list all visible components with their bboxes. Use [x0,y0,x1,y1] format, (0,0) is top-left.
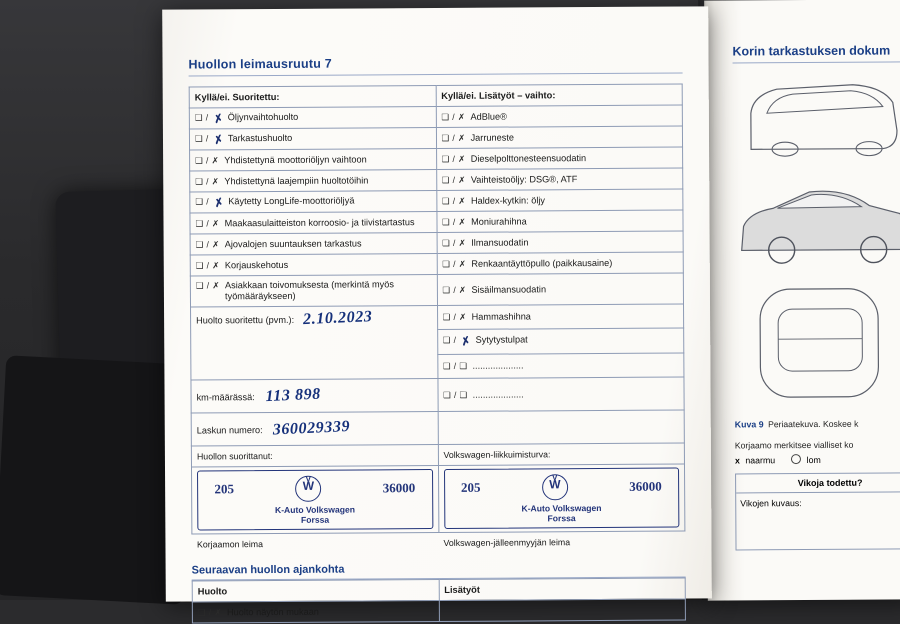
performed-label-3: Yhdistettynä laajempiin huoltotöihin [224,174,369,186]
table-header-row [189,84,682,108]
performed-label-5: Maakaasulaitteiston korroosio- ja tiivistartastus [224,216,415,228]
scratch-mark: x [734,454,740,465]
extra-item-3[interactable]: ❑ / ✗ Vaihteistoöljy: DSG®, ATF [436,168,683,191]
header-performed: Kyllä/ei. Suoritettu: [189,86,436,109]
invoice-field[interactable] [191,411,438,446]
extra-item-10[interactable]: ❑ / ✗ Sytytystulpat [437,328,684,354]
date-field[interactable] [191,305,438,380]
extra-label-10: Sytytystulpat [475,334,528,346]
car-diagram-side [733,175,900,273]
next-row-right[interactable] [439,599,686,622]
extra-item-2[interactable]: ❑ / ✗ Dieselpolttonesteensuodatin [436,147,683,170]
vw-logo-icon [295,475,321,501]
extra-item-9[interactable]: ❑ / ✗ Hammashihna [437,304,684,330]
extra-label-6: Ilmansuodatin [471,236,529,248]
car-diagram-top [734,282,900,408]
performed-item-3[interactable]: ❑ / ✗ Yhdistettynä laajempiin huoltotöihin [190,170,437,193]
performed-item-0[interactable]: ❑ / ✗ Öljynvaihtohuolto [189,107,436,130]
stamp-box [444,468,680,529]
table-row [191,464,684,534]
empty-cell [438,410,685,445]
performed-label-4: Käytetty LongLife-moottoriöljyä [228,195,355,206]
page-title: Huollon leimausruutu 7 [188,54,682,76]
stamp-number-left: 205 [214,480,235,496]
km-value: 113 898 [264,385,321,406]
right-page-note: Korjaamo merkitsee vialliset ko [734,439,854,451]
radio-icon [791,454,801,464]
date-label: Huolto suoritettu (pvm.): [196,314,295,326]
next-row-left-label: Huolto näytön mukaan [226,606,319,617]
invoice-label: Laskun numero: [196,425,263,436]
table-row [191,377,684,413]
table-row [190,168,683,192]
performed-item-8[interactable]: ❑ / ✗ Asiakkaan toivomuksesta (merkintä myös työmääräykseen) [190,275,437,308]
stamp-line1: K-Auto Volkswagen [521,502,602,513]
next-col-left: Huolto [192,579,439,602]
service-book-left-page [162,6,712,617]
table-row [189,126,682,150]
stamp-box [197,469,433,530]
extra-item-1[interactable]: ❑ / ✗ Jarruneste [436,126,683,149]
date-value: 2.10.2023 [302,308,373,329]
table-row [190,210,683,234]
header-extra: Kyllä/ei. Lisätyöt – vaihto: [436,84,683,107]
extra-item-5[interactable]: ❑ / ✗ Moniurahihna [436,210,683,233]
scratch-label: naarmu [745,454,776,465]
extra-label-9: Hammashihna [471,311,531,322]
option-scratch[interactable] [735,455,775,465]
extra-label-7: Renkaantäyttöpullo (paikkausaine) [471,257,613,269]
table-row [191,304,684,331]
performed-label-8: Asiakkaan toivomuksesta (merkintä myös työmääräykseen) [224,279,395,302]
next-col-right: Lisätyöt [439,578,686,601]
table-row [192,531,685,555]
stamp-line2: Forssa [300,514,330,525]
performed-label-7: Korjauskehotus [224,259,289,270]
stamp-header-left: Huollon suorittanut: [191,444,438,467]
stamp-number-right: 36000 [382,479,416,495]
table-header-row [192,578,685,602]
extra-label-12: .................... [472,388,524,400]
performed-item-4[interactable]: ❑ / ✗ Käytetty LongLife-moottoriöljyä [190,191,437,214]
performed-item-5[interactable]: ❑ / ✗ Maakaasulaitteiston korroosio- ja tiivistartastus [190,212,437,235]
figure-caption-text: Periaatekuva. Koskee k [768,418,859,430]
figure-caption-label: Kuva 9 [734,419,764,430]
extra-label-5: Moniurahihna [471,215,527,227]
defects-box [735,472,900,550]
table-row [190,273,683,307]
extra-label-0: AdBlue® [470,111,507,122]
extra-item-12[interactable]: ❑ / ❑ .................... [437,377,684,412]
next-service-table [192,577,686,623]
table-row [190,189,683,213]
table-row [191,410,684,446]
extra-label-2: Dieselpolttonesteensuodatin [470,152,587,164]
defects-box-header: Vikoja todettu? [736,473,900,493]
checkmark: ✗ [212,195,225,210]
extra-item-6[interactable]: ❑ / ✗ Ilmansuodatin [437,231,684,254]
defects-box-body: Vikojen kuvaus: [740,498,802,509]
extra-item-4[interactable]: ❑ / ✗ Haldex-kytkin: öljy [436,189,683,212]
table-row [190,147,683,171]
stamp-number-left: 205 [460,479,481,495]
table-row [190,252,683,276]
dent-label: lom [806,454,821,466]
right-page-title: Korin tarkastuksen dokum [732,43,900,63]
extra-label-4: Haldex-kytkin: öljy [470,194,546,206]
checkmark: ✗ [212,111,225,126]
stamp-footer-right: Volkswagen-jälleenmyyjän leima [443,537,571,548]
dealer-stamp-right [438,464,685,533]
service-book-right-page [704,0,900,601]
extra-label-8: Sisäilmansuodatin [471,283,547,295]
next-row-left[interactable]: ❑ / ✗ Huolto näytön mukaan [192,600,439,623]
extra-item-8[interactable]: ❑ / ✗ Sisäilmansuodatin [437,273,684,306]
performed-item-2[interactable]: ❑ / ✗ Yhdistettynä moottoriöljyn vaihtoon [190,149,437,172]
option-dent[interactable] [791,454,821,465]
extra-label-11: .................... [472,360,524,371]
km-label: km-määrässä: [196,392,255,403]
checkmark: ✗ [212,132,225,147]
performed-label-6: Ajovalojen suuntauksen tarkastus [224,237,362,249]
next-service-title: Seuraavan huollon ajankohta [192,561,686,580]
performed-item-6[interactable]: ❑ / ✗ Ajovalojen suuntauksen tarkastus [190,233,437,256]
service-stamp-table [189,83,686,554]
extra-item-7[interactable]: ❑ / ✗ Renkaantäyttöpullo (paikkausaine) [437,252,684,275]
extra-item-11[interactable]: ❑ / ❑ .................... [437,353,684,379]
km-field[interactable] [191,378,438,413]
vw-logo-icon [542,474,568,500]
performed-item-1[interactable]: ❑ / ✗ Tarkastushuolto [189,128,436,151]
table-row [191,443,684,467]
extra-label-1: Jarruneste [470,132,515,143]
checkmark: ✗ [460,335,473,350]
dealer-stamp-left [191,465,438,534]
stamp-header-right: Volkswagen-liikkuimisturva: [438,443,685,466]
table-row [190,231,683,255]
table-row [189,105,682,129]
table-row [192,599,685,623]
stamp-line2: Forssa [547,512,576,523]
performed-label-1: Tarkastushuolto [227,132,293,143]
performed-label-2: Yhdistettynä moottoriöljyn vaihtoon [224,153,367,165]
extra-label-3: Vaihteistoöljy: DSG®, ATF [470,173,578,185]
stamp-footer-left: Korjaamon leima [196,539,264,550]
performed-item-7[interactable]: ❑ / ✗ Korjauskehotus [190,254,437,277]
performed-label-0: Öljynvaihtohuolto [227,111,299,122]
extra-item-0[interactable]: ❑ / ✗ AdBlue® [436,105,683,128]
stamp-number-right: 36000 [629,478,662,494]
invoice-value: 360029339 [272,418,351,439]
stamp-line1: K-Auto Volkswagen [274,504,356,515]
car-diagram-rear [733,72,900,166]
